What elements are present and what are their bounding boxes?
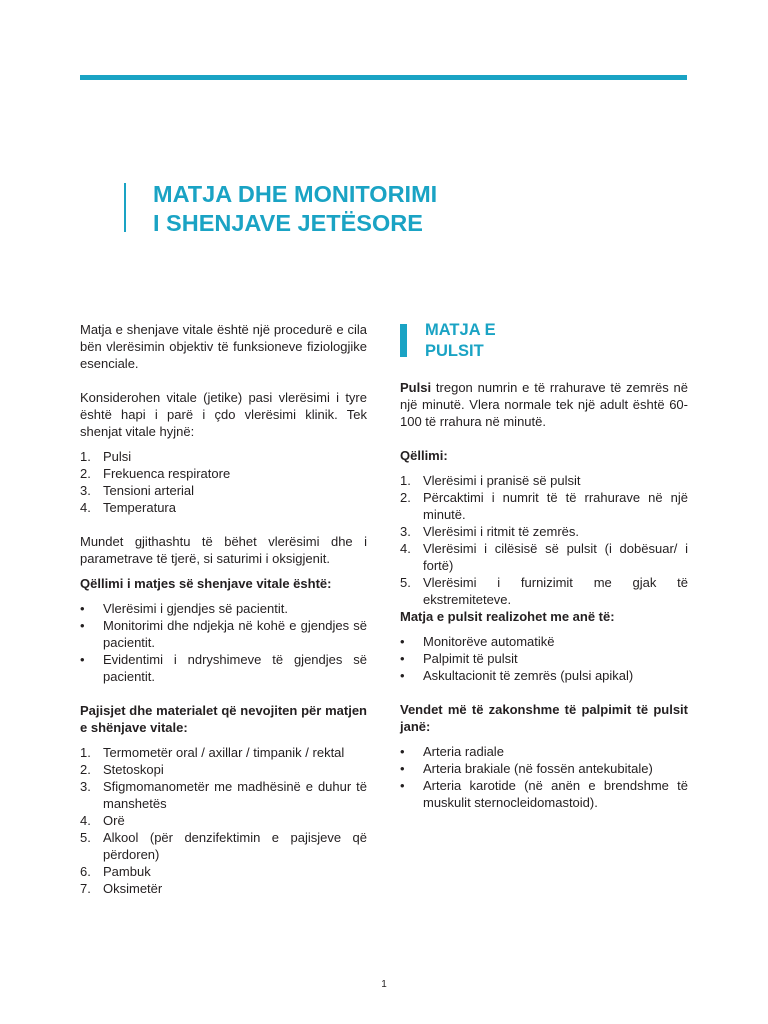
list-item: 2. Frekuenca respiratore xyxy=(80,466,231,481)
page-title xyxy=(153,180,437,238)
sites-heading: Vendet më të zakonshme të palpimit të pulsit janë: xyxy=(400,702,688,734)
section-title-line1: MATJA E xyxy=(425,321,496,339)
list-item: 4. Orë xyxy=(80,813,125,828)
also-paragraph: Mundet gjithashtu të bëhet vlerësimi dhe i parametrave të tjerë, si saturimi i oksigjenit. xyxy=(80,534,367,566)
list-item: 4. Vlerësimi i cilësisë së pulsit (i dobësuar/ i fortë) xyxy=(400,541,688,573)
page-title-line2: I SHENJAVE JETËSORE xyxy=(153,210,423,236)
list-item: 2. Stetoskopi xyxy=(80,762,164,777)
list-item: 3. Sfigmomanometër me madhësinë e duhur të manshetës xyxy=(80,779,367,811)
list-item: • Monitorëve automatikë xyxy=(400,634,555,649)
list-item: 1. Vlerësimi i pranisë së pulsit xyxy=(400,473,581,488)
method-heading: Matja e pulsit realizohet me anë të: xyxy=(400,609,615,624)
list-item: 5. Vlerësimi i furnizimit me gjak të ekstremiteteve. xyxy=(400,575,688,607)
vitals-list xyxy=(80,448,367,516)
pulse-definition-text: tregon numrin e të rrahurave të zemrës në një minutë. Vlera normale tek një adult është 60-100 të rrahura në minutë. xyxy=(400,380,688,429)
list-item: 5. Alkool (për denzifektimin e pajisjeve që përdoren) xyxy=(80,830,367,862)
section-accent-bar xyxy=(400,324,407,357)
purpose-list xyxy=(80,600,367,685)
list-item: 7. Oksimetër xyxy=(80,881,163,896)
list-item: 4. Temperatura xyxy=(80,500,176,515)
list-item: 6. Pambuk xyxy=(80,864,151,879)
section-title-line2: PULSIT xyxy=(425,342,484,360)
equipment-list xyxy=(80,744,367,897)
purpose-heading: Qëllimi i matjes së shenjave vitale është: xyxy=(80,576,332,591)
title-accent-bar xyxy=(124,183,126,232)
list-item: • Arteria radiale xyxy=(400,744,504,759)
methods-list xyxy=(400,633,688,684)
list-item: • Palpimit të pulsit xyxy=(400,651,518,666)
consider-paragraph: Konsiderohen vitale (jetike) pasi vlerësimi i tyre është hapi i parë i çdo vlerësimi klinik. Tek shenjat vitale hyjnë: xyxy=(80,390,367,439)
intro-paragraph: Matja e shenjave vitale është një procedurë e cila bën vlerësimin objektiv të funksioneve fiziologjike esenciale. xyxy=(80,322,367,371)
list-item: 3. Vlerësimi i ritmit të zemrës. xyxy=(400,524,580,539)
list-item: • Monitorimi dhe ndjekja në kohë e gjendjes së pacientit. xyxy=(80,618,367,650)
left-column xyxy=(80,321,367,897)
sites-list xyxy=(400,743,688,811)
equipment-heading: Pajisjet dhe materialet që nevojiten për matjen e shënjave vitale: xyxy=(80,703,367,735)
list-item: • Arteria karotide (në anën e brendshme të muskulit sternocleidomastoid). xyxy=(400,778,688,810)
list-item: • Evidentimi i ndryshimeve të gjendjes së pacientit. xyxy=(80,652,367,684)
pulse-definition xyxy=(400,379,688,430)
page-title-line1: MATJA DHE MONITORIMI xyxy=(153,181,438,207)
list-item: 1. Pulsi xyxy=(80,449,132,464)
goals-list xyxy=(400,472,688,608)
list-item: • Arteria brakiale (në fossën antekubitale) xyxy=(400,761,653,776)
page-number: 1 xyxy=(381,979,387,990)
list-item: • Askultacionit të zemrës (pulsi apikal) xyxy=(400,668,634,683)
top-rule xyxy=(80,75,687,80)
list-item: • Vlerësimi i gjendjes së pacientit. xyxy=(80,601,288,616)
goal-heading: Qëllimi: xyxy=(400,448,448,463)
right-column xyxy=(400,379,688,811)
list-item: 1. Termometër oral / axillar / timpanik / rektal xyxy=(80,745,345,760)
section-title xyxy=(425,320,496,362)
list-item: 3. Tensioni arterial xyxy=(80,483,195,498)
list-item: 2. Përcaktimi i numrit të të rrahurave në një minutë. xyxy=(400,490,688,522)
pulse-term: Pulsi xyxy=(400,380,432,395)
